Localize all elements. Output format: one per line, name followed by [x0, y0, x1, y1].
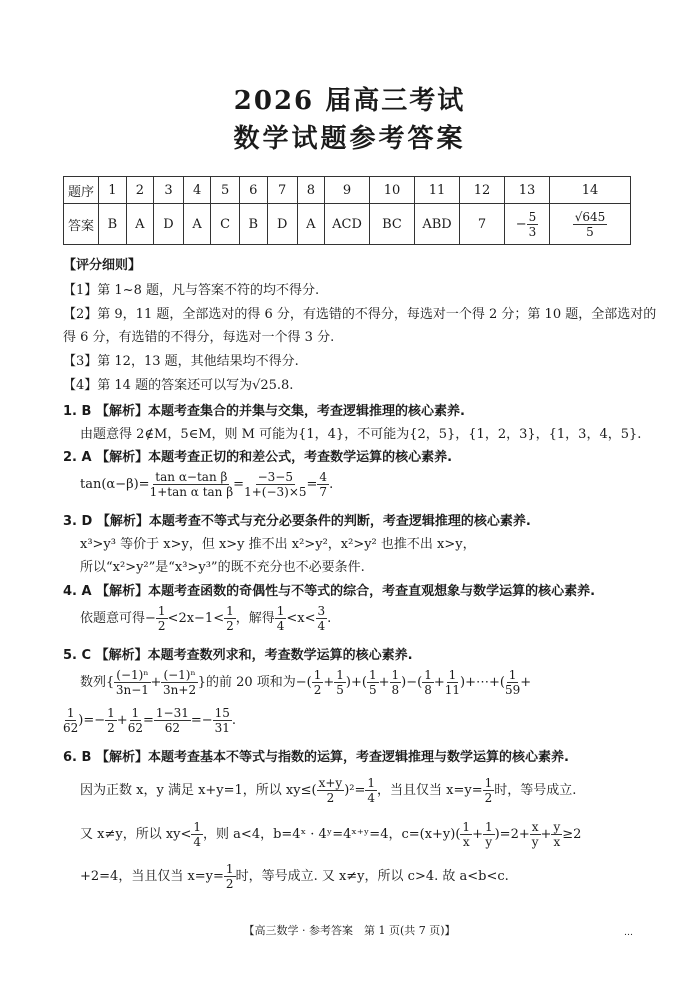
answer-table	[63, 176, 631, 245]
q13-fraction: $\frac{5}{3}$	[528, 209, 537, 239]
solution-5-body-1: 数列{ $\frac{\text{(−1)ⁿ}}{3n-1}$ + $\frac{\text{(−1)ⁿ}}{3n+2}$ }的前 20 项和为−( $\frac{1}{2}$ + $\frac{1}{5}$ )+( $\frac{1}{5}$ + $\frac{1}{8}$ )−( $\frac{1}{8}$ + $\frac{1}{11}$ )+⋯+( $\frac{1}{59}$ +	[80, 668, 532, 697]
table-cell: 7	[460, 204, 505, 245]
table-cell: ABD	[415, 204, 460, 245]
table-cell: B	[239, 204, 267, 245]
rule-3: 【3】第 12，13 题，其他结果均不得分.	[63, 354, 299, 369]
solution-3-body-1: x³>y³ 等价于 x>y，但 x>y 推不出 x²>y²，x²>y² 也推不出 x>y，	[80, 537, 476, 552]
page-subtitle: 数学试题参考答案	[233, 124, 466, 154]
table-cell: 8	[297, 177, 324, 204]
rule-1: 【1】第 1~8 题，凡与答案不符的均不得分.	[63, 283, 320, 298]
solution-2-body: tan(α−β)= $\frac{\text{tan α−tan β}}{\text{1+tan α tan β}}$ = $\frac{-3-5}{1+(-3)\times 5}$ = $\frac{4}{7}$ .	[80, 470, 334, 499]
table-cell: 4	[183, 177, 210, 204]
solution-2-heading: 2. A 【解析】本题考查正切的和差公式，考查数学运算的核心素养.	[63, 450, 453, 465]
solution-3-body-2: 所以“x²>y²”是“x³>y³”的既不充分也不必要条件.	[80, 560, 365, 575]
rule-2b: 得 6 分，有选错的不得分，每选对一个得 3 分.	[63, 330, 335, 345]
table-cell: 6	[239, 177, 267, 204]
table-cell: 3	[153, 177, 183, 204]
table-cell: D	[153, 204, 183, 245]
table-cell: 1	[99, 177, 127, 204]
page-title: 2026 届高三考试	[233, 86, 466, 116]
solution-6-body-3: +2=4，当且仅当 x=y= $\frac{1}{2}$ 时，等号成立. 又 x≠y，所以 c>4. 故 a<b<c.	[80, 862, 509, 891]
table-cell: 5	[211, 177, 240, 204]
solution-6-body-2: 又 x≠y，所以 xy< $\frac{1}{4}$ ，则 a<4，b=4ˣ · 4ʸ=4ˣ⁺ʸ=4，c=(x+y)( $\frac{1}{x}$ + $\frac{1}{y}$ )=2+ $\frac{x}{y}$ + $\frac{y}{x}$ ≥2	[80, 820, 582, 849]
page-mark: …	[624, 928, 633, 938]
solution-6-heading: 6. B 【解析】本题考查基本不等式与指数的运算，考查逻辑推理与数学运算的核心素养.	[63, 750, 569, 765]
solution-5-heading: 5. C 【解析】本题考查数列求和，考查数学运算的核心素养.	[63, 648, 413, 663]
table-cell: 2	[126, 177, 153, 204]
q13-sign: −	[515, 216, 527, 232]
row-label-q: 题序	[64, 177, 99, 204]
table-cell: BC	[370, 204, 415, 245]
table-cell: B	[99, 204, 127, 245]
table-row-answers	[64, 204, 631, 245]
table-cell: 12	[460, 177, 505, 204]
page-footer: 【高三数学 · 参考答案 第 1 页(共 7 页)】	[243, 924, 456, 937]
table-cell	[505, 204, 550, 245]
solution-4-body: 依题意可得− $\frac{1}{2}$ <2x−1< $\frac{1}{2}$ ，解得 $\frac{1}{4}$ <x< $\frac{3}{4}$ .	[80, 604, 332, 633]
table-cell: A	[126, 204, 153, 245]
table-cell: A	[297, 204, 324, 245]
solution-5-body-2: $\frac{1}{62}$ )=− $\frac{1}{2}$ + $\frac{1}{62}$ = $\frac{1-31}{62}$ =− $\frac{15}{31}$ .	[63, 706, 237, 735]
table-row-questions	[64, 177, 631, 204]
q14-fraction: $\frac{√645}{5}$	[574, 209, 606, 239]
table-cell: 10	[370, 177, 415, 204]
table-cell: C	[211, 204, 240, 245]
solution-4-heading: 4. A 【解析】本题考查函数的奇偶性与不等式的综合，考查直观想象与数学运算的核心素养.	[63, 584, 596, 599]
table-cell: 7	[267, 177, 297, 204]
rules-heading: 【评分细则】	[63, 258, 142, 273]
table-cell: D	[267, 204, 297, 245]
solution-1-body: 由题意得 2∉M，5∈M，则 M 可能为{1，4}，不可能为{2，5}，{1，2，3}，{1，3，4，5}.	[80, 427, 642, 442]
table-cell: A	[183, 204, 210, 245]
solution-1-heading: 1. B 【解析】本题考查集合的并集与交集，考查逻辑推理的核心素养.	[63, 404, 465, 419]
table-cell: 13	[505, 177, 550, 204]
rule-4: 【4】第 14 题的答案还可以写为√25.8.	[63, 378, 294, 393]
rule-2a: 【2】第 9，11 题，全部选对的得 6 分，有选错的不得分，每选对一个得 2 分；第 10 题，全部选对的	[63, 307, 657, 322]
table-cell: ACD	[325, 204, 370, 245]
solution-6-body-1: 因为正数 x，y 满足 x+y=1，所以 xy≤( $\frac{x+y}{2}$ )²= $\frac{1}{4}$ ，当且仅当 x=y= $\frac{1}{2}$ 时，等号成立.	[80, 776, 577, 805]
table-cell: 14	[550, 177, 631, 204]
table-cell: 11	[415, 177, 460, 204]
table-cell	[550, 204, 631, 245]
row-label-a: 答案	[64, 204, 99, 245]
solution-3-heading: 3. D 【解析】本题考查不等式与充分必要条件的判断，考查逻辑推理的核心素养.	[63, 514, 531, 529]
table-cell: 9	[325, 177, 370, 204]
